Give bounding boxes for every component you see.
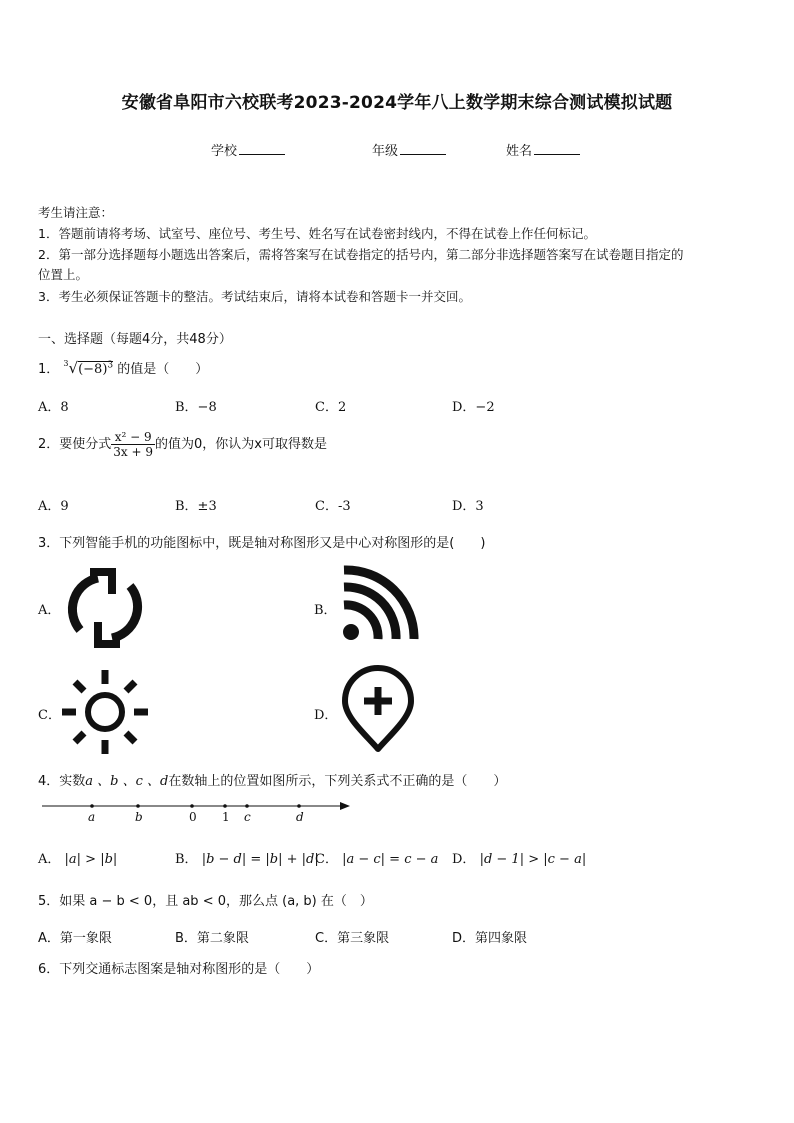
name-label: 姓名 [506, 144, 533, 159]
grade-label: 年级 [372, 144, 399, 159]
question-1 [38, 358, 208, 377]
q2-post: 的值为0，你认为x可取得数是 [155, 437, 327, 452]
question-5: 5．如果 a − b < 0，且 ab < 0，那么点 (a, b) 在（ ） [38, 894, 373, 909]
sun-icon [60, 668, 150, 758]
q2-option-c[interactable]: C．-3 [315, 499, 351, 514]
q2-option-a[interactable]: A．9 [38, 499, 69, 514]
wifi-signal-icon [338, 565, 422, 645]
q2-fraction [111, 430, 155, 459]
school-label: 学校 [211, 144, 238, 159]
q1-option-b[interactable]: B．−8 [175, 400, 217, 415]
axis-label-c: c [244, 810, 251, 824]
axis-label-a: a [88, 810, 96, 824]
q1-option-d[interactable]: D．−2 [452, 400, 495, 415]
q1-cube-root: $^3√(-8)^3$ [63, 358, 114, 377]
school-field[interactable] [211, 140, 285, 159]
q4-pre: 4．实数 [38, 774, 86, 789]
section-heading: 一、选择题（每题4分，共48分） [38, 332, 232, 347]
q4-option-c[interactable]: C． |a − c| = c − a [315, 852, 439, 867]
q4-expr-b: |b − d| = |b| + |d| [201, 852, 319, 867]
q3-option-a[interactable]: A． [38, 603, 61, 618]
notice-item-1: 1．答题前请将考场、试室号、座位号、考生号、姓名写在试卷密封线内，不得在试卷上作任何标记。 [38, 226, 596, 241]
q5-option-d[interactable]: D．第四象限 [452, 931, 528, 946]
q4-option-b[interactable]: B． |b − d| = |b| + |d| [175, 852, 319, 867]
q3-option-c[interactable]: C． [38, 708, 61, 723]
refresh-icon [60, 564, 150, 652]
fraction-denominator: 3x + 9 [113, 445, 154, 459]
notice-item-2: 2．第一部分选择题每小题选出答案后，需将答案写在试卷指定的括号内，第二部分非选择题答案写在试卷题目指定的 [38, 247, 684, 262]
q1-text: 的值是（ ） [117, 362, 209, 377]
q2-option-d[interactable]: D．3 [452, 499, 484, 514]
q4-expr-a: |a| > |b| [64, 852, 118, 867]
q1-number: 1． [38, 362, 60, 377]
q3-option-d[interactable]: D． [314, 708, 338, 723]
number-line [38, 798, 358, 828]
axis-label-d: d [296, 810, 304, 824]
radicand: $(-8)^3$ [78, 360, 114, 377]
q1-option-a[interactable]: A．8 [38, 400, 69, 415]
question-2 [38, 430, 327, 459]
q1-option-c[interactable]: C．2 [315, 400, 347, 415]
page-title: 安徽省阜阳市六校联考2023-2024学年八上数学期末综合测试模拟试题 [121, 93, 673, 113]
q4-expr-c: |a − c| = c − a [342, 852, 439, 867]
q4-variables: a 、b 、c 、d [85, 774, 169, 789]
map-pin-plus-icon [340, 665, 416, 755]
root-index: 3 [63, 358, 69, 368]
axis-label-0: 0 [189, 810, 197, 824]
name-field[interactable] [506, 140, 580, 159]
notice-heading: 考生请注意： [38, 205, 114, 220]
axis-label-1: 1 [222, 810, 230, 824]
grade-field[interactable] [372, 140, 446, 159]
q4-option-d[interactable]: D． |d − 1| > |c − a| [452, 852, 587, 867]
q4-post: 在数轴上的位置如图所示，下列关系式不正确的是（ ） [168, 774, 507, 789]
q3-option-b[interactable]: B． [314, 603, 337, 618]
q2-pre: 2．要使分式 [38, 437, 112, 452]
q2-option-b[interactable]: B．±3 [175, 499, 217, 514]
q4-expr-d: |d − 1| > |c − a| [479, 852, 587, 867]
q5-option-c[interactable]: C．第三象限 [315, 931, 390, 946]
axis-label-b: b [135, 810, 143, 824]
fraction-numerator: x² − 9 [111, 430, 155, 445]
question-4 [38, 770, 506, 789]
q5-option-a[interactable]: A．第一象限 [38, 931, 112, 946]
question-3: 3．下列智能手机的功能图标中，既是轴对称图形又是中心对称图形的是( ) [38, 536, 486, 551]
notice-item-2-cont: 位置上。 [38, 267, 89, 282]
q4-option-a[interactable]: A． |a| > |b| [38, 852, 118, 867]
q5-option-b[interactable]: B．第二象限 [175, 931, 249, 946]
question-6: 6．下列交通标志图案是轴对称图形的是（ ） [38, 962, 320, 977]
notice-item-3: 3．考生必须保证答题卡的整洁。考试结束后，请将本试卷和答题卡一并交回。 [38, 289, 471, 304]
